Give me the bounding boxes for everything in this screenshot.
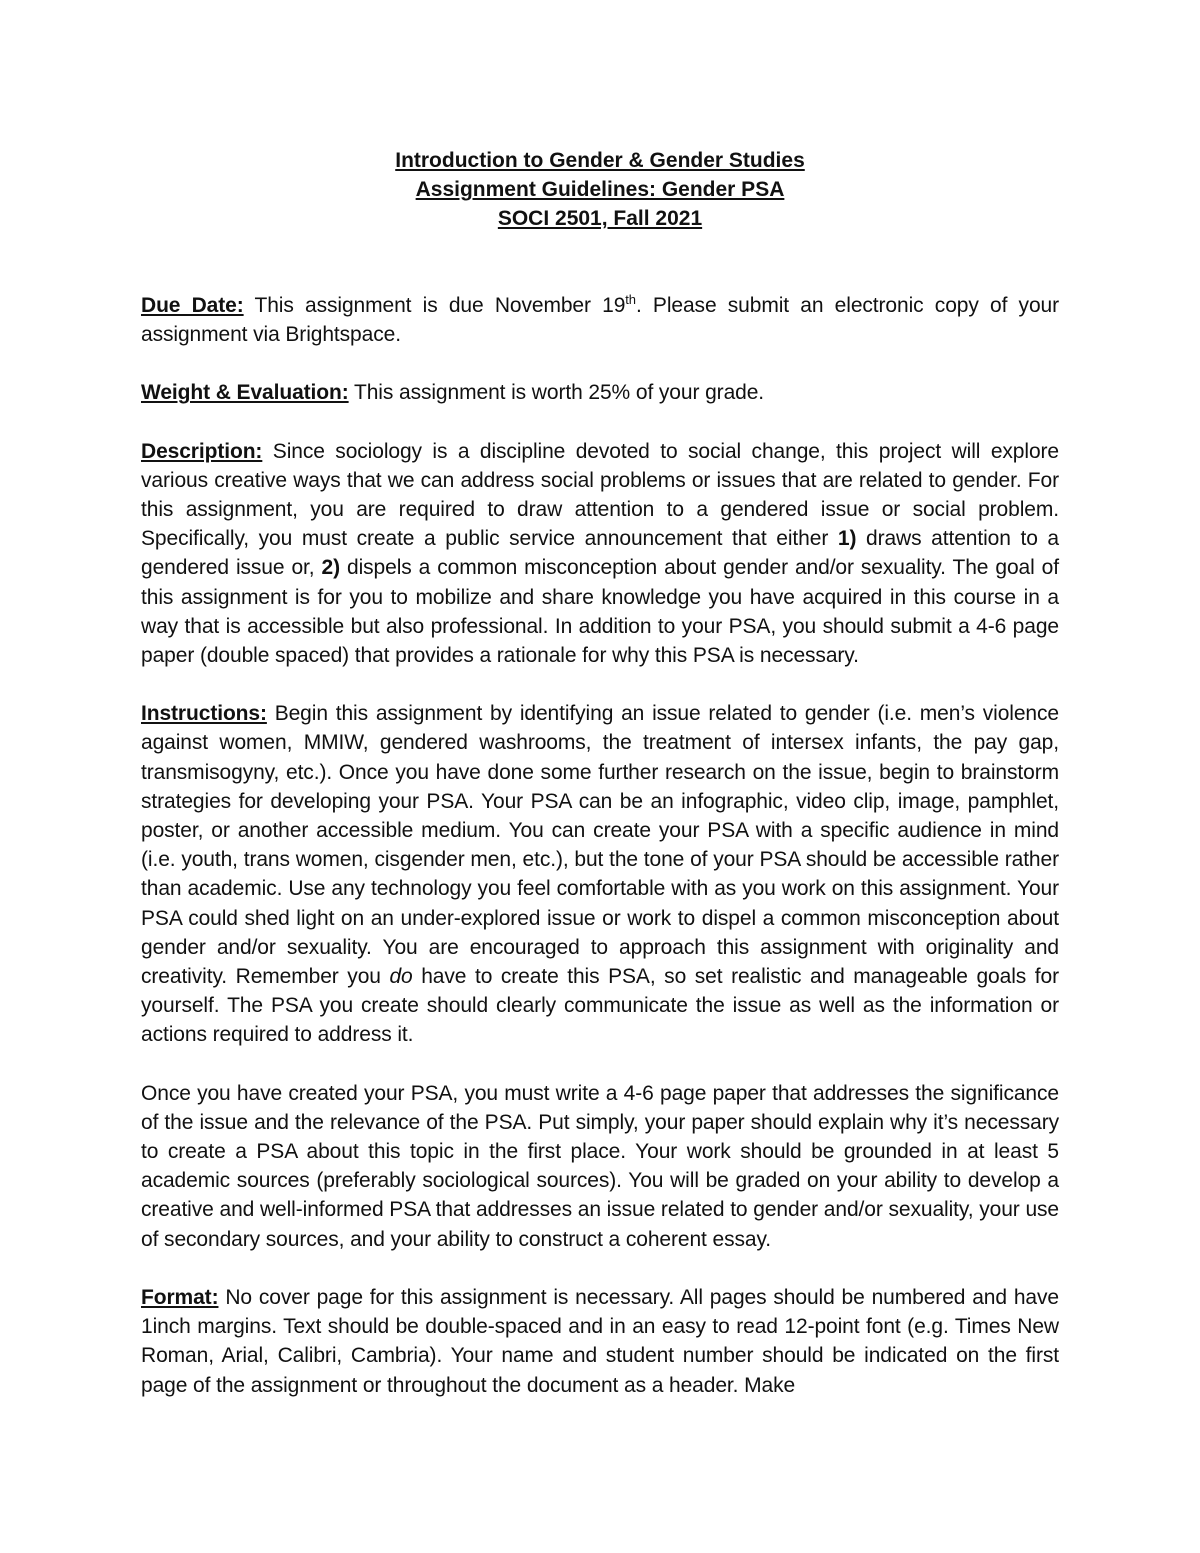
description-text-c: dispels a common misconception about gender and/or sexuality. The goal of this assignment is for you to mobilize and share knowledge you have acquired in this course in a way that is accessible but also professional. In addition to your PSA, you should submit a 4-6 page paper (double spaced) that provides a rationale for why this PSA is necessary. [141, 556, 1059, 668]
description-label: Description: [141, 439, 263, 463]
description-num1: 1) [837, 527, 857, 551]
instructions-label: Instructions: [141, 702, 267, 726]
paper-section [141, 1079, 1059, 1254]
weight-label: Weight & Evaluation: [141, 381, 349, 405]
due-date-ordinal: th [625, 292, 636, 307]
description-text-a: Since sociology is a discipline devoted to social change, this project will explore various creative ways that we can address social problems or issues that are related to gender. For this assignment, you are required to draw attention to a gendered issue or social problem. Specifically, you must create a public service announcement that either [141, 439, 1059, 551]
instructions-text-b: have to create this PSA, so set realistic and manageable goals for yourself. The PSA you create should clearly communicate the issue as well as the information or actions required to address it. [141, 965, 1059, 1047]
format-label: Format: [141, 1285, 219, 1309]
course-code: SOCI 2501, Fall 2021 [497, 207, 703, 230]
paper-text: Once you have created your PSA, you must write a 4-6 page paper that addresses the significance of the issue and the relevance of the PSA. Put simply, your paper should explain why it’s necessary to create a PSA about this topic in the first place. Your work should be grounded in at least 5 academic sources (preferably sociological sources). You will be graded on your ability to develop a creative and well-informed PSA that addresses an issue related to gender and/or sexuality, your use of secondary sources, and your ability to construct a coherent essay. [141, 1081, 1059, 1251]
assignment-title: Assignment Guidelines: Gender PSA [415, 178, 785, 201]
instructions-text-a: Begin this assignment by identifying an issue related to gender (i.e. men’s violence against women, MMIW, gendered washrooms, the treatment of intersex infants, the pay gap, transmisogyny, etc.). Once you have done some further research on the issue, begin to brainstorm strategies for developing your PSA. Your PSA can be an infographic, video clip, image, pamphlet, poster, or another accessible medium. You can create your PSA with a specific audience in mind (i.e. youth, trans women, cisgender men, etc.), but the tone of your PSA should be accessible rather than academic. Use any technology you feel comfortable with as you work on this assignment. Your PSA could shed light on an under-explored issue or work to dispel a common misconception about gender and/or sexuality. You are encouraged to approach this assignment with originality and creativity. Remember you [141, 702, 1059, 989]
description-num2: 2) [321, 556, 341, 580]
due-date-label: Due Date: [141, 294, 244, 317]
due-date-text-b: . Please submit an electronic copy of your assignment via Brightspace. [141, 294, 1059, 347]
format-text: No cover page for this assignment is necessary. All pages should be numbered and have 1inch margins. Text should be double-spaced and in an easy to read 12-point font (e.g. Times New Roman, Arial, Calibri, Cambria). Your name and student number should be indicated on the first page of the assignment or throughout the document as a header. Make [141, 1285, 1059, 1397]
description-section [141, 437, 1059, 671]
format-section [141, 1283, 1059, 1400]
due-date-section [141, 291, 1059, 349]
instructions-emphasis: do [389, 965, 413, 989]
description-text-b: draws attention to a gendered issue or, [141, 527, 1059, 580]
instructions-section [141, 699, 1059, 1049]
due-date-text-a: This assignment is due November 19 [243, 294, 626, 317]
weight-text: This assignment is worth 25% of your grade. [348, 381, 765, 405]
document-header [141, 146, 1059, 233]
weight-section [141, 378, 1059, 407]
course-title: Introduction to Gender & Gender Studies [395, 149, 805, 172]
